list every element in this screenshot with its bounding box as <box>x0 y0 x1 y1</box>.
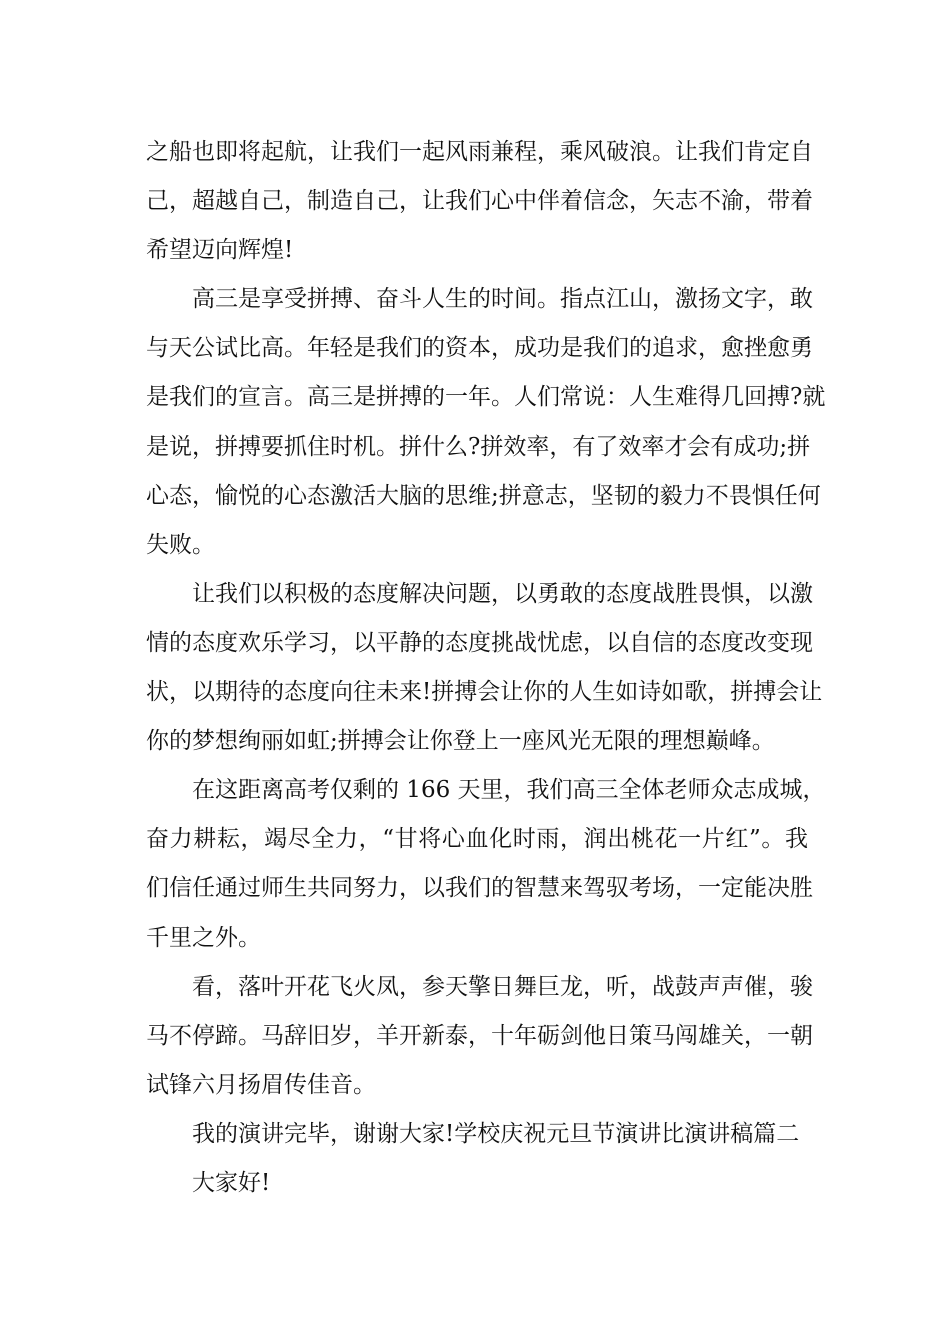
text-line: 奋力耕耘，竭尽全力，“甘将心血化时雨，润出桃花一片红”。我 <box>146 826 808 853</box>
text-line: 情的态度欢乐学习，以平静的态度挑战忧虑，以自信的态度改变现 <box>146 629 813 656</box>
text-line: 你的梦想绚丽如虹;拼搏会让你登上一座风光无限的理想巅峰。 <box>146 728 775 755</box>
text-line: 马不停蹄。马辞旧岁，羊开新泰，十年砺剑他日策马闯雄关，一朝 <box>146 1022 813 1049</box>
text-line: 我的演讲完毕，谢谢大家!学校庆祝元旦节演讲比演讲稿篇二 <box>192 1120 800 1147</box>
text-line: 心态，愉悦的心态激活大脑的思维;拼意志，坚韧的毅力不畏惧任何 <box>146 482 821 509</box>
text-line: 状，以期待的态度向往未来!拼搏会让你的人生如诗如歌，拼搏会让 <box>146 679 823 706</box>
paragraph <box>146 128 813 275</box>
text-line: 让我们以积极的态度解决问题，以勇敢的态度战胜畏惧，以激 <box>192 580 813 607</box>
text-line: 看，落叶开花飞火凤，参天擎日舞巨龙，听，战鼓声声催，骏 <box>192 973 813 1000</box>
text-line: 是我们的宣言。高三是拼搏的一年。人们常说：人生难得几回搏?就 <box>146 384 826 411</box>
paragraph <box>146 963 813 1110</box>
text-line: 之船也即将起航，让我们一起风雨兼程，乘风破浪。让我们肯定自 <box>146 139 813 165</box>
paragraph <box>146 275 826 570</box>
text-line: 己，超越自己，制造自己，让我们心中伴着信念，矢志不渝，带着 <box>146 188 813 215</box>
text-line: 是说，拼搏要抓住时机。拼什么?拼效率，有了效率才会有成功;拼 <box>146 433 811 460</box>
paragraph <box>146 570 823 766</box>
text-line: 们信任通过师生共同努力，以我们的智慧来驾驭考场，一定能决胜 <box>146 875 813 902</box>
text-line: 与天公试比高。年轻是我们的资本，成功是我们的追求，愈挫愈勇 <box>146 335 813 362</box>
text-line: 试锋六月扬眉传佳音。 <box>146 1071 376 1098</box>
paragraph <box>146 1159 808 1208</box>
text-line: 千里之外。 <box>146 924 261 951</box>
text-line: 在这距离高考仅剩的 166 天里，我们高三全体老师众志成城， <box>192 777 826 804</box>
paragraph <box>146 766 826 962</box>
text-line: 希望迈向辉煌! <box>146 237 294 264</box>
document-body <box>146 128 826 1208</box>
paragraph <box>146 1110 808 1159</box>
text-line: 高三是享受拼搏、奋斗人生的时间。指点江山，激扬文字，敢 <box>192 286 813 313</box>
greeting-line: 大家好! <box>192 1169 271 1196</box>
text-line: 失败。 <box>146 531 215 558</box>
